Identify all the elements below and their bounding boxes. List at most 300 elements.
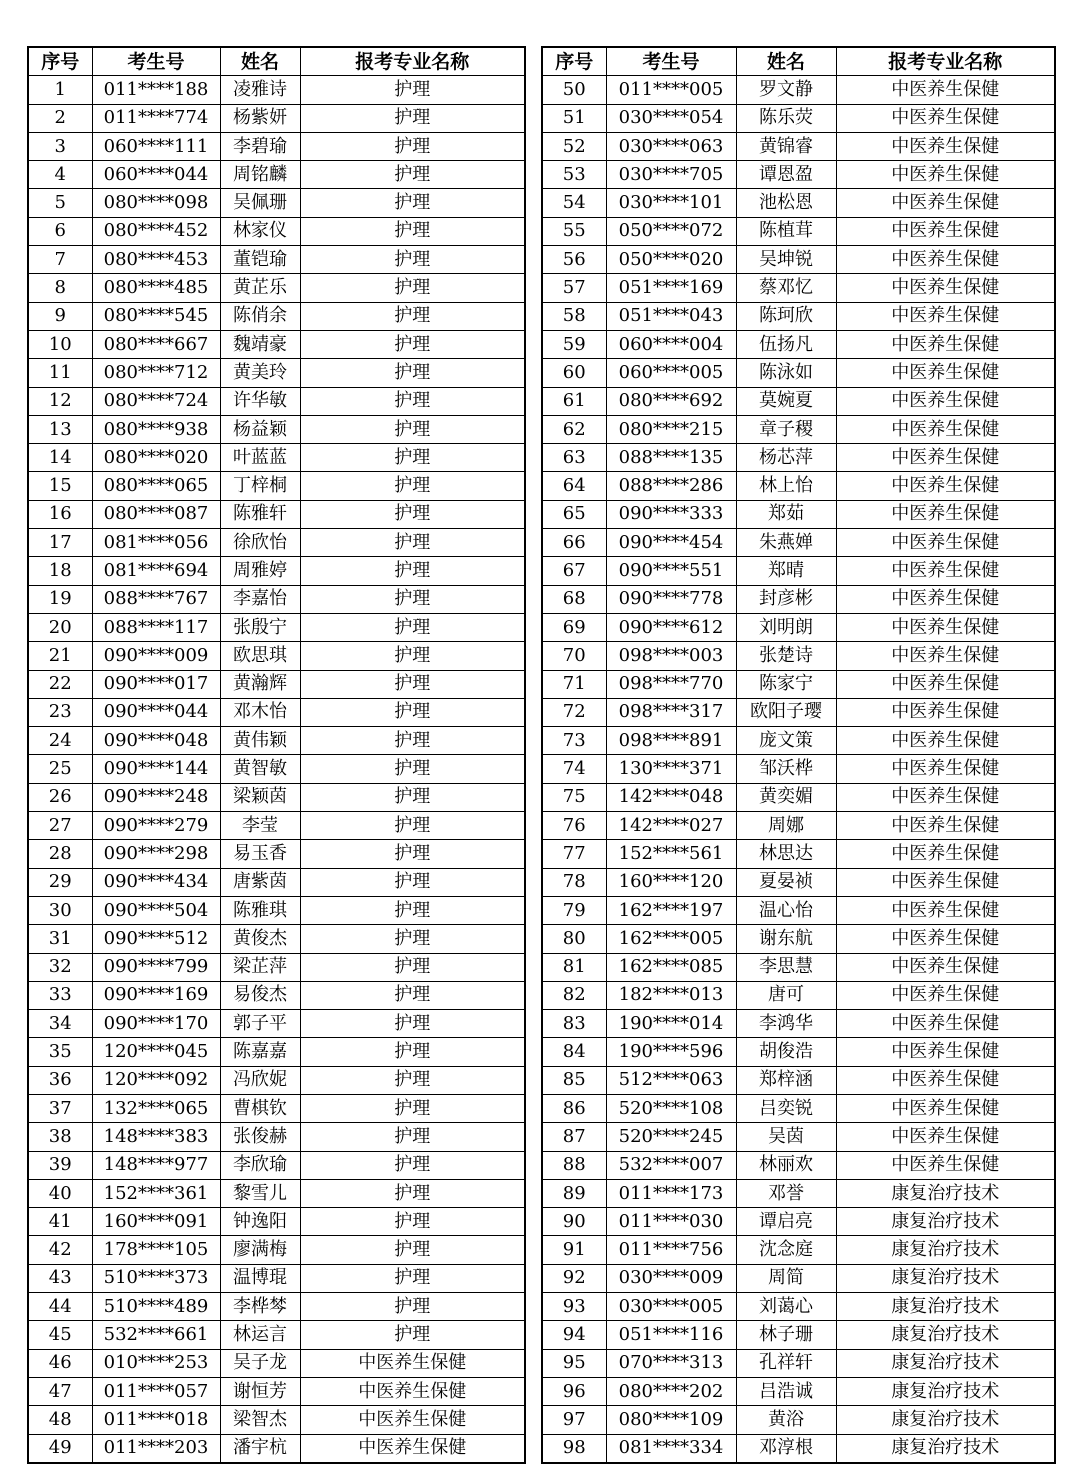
cell-name: 李欣瑜 — [220, 1151, 300, 1179]
cell-exam-no: 142****027 — [606, 812, 736, 840]
cell-major: 康复治疗技术 — [836, 1377, 1055, 1405]
cell-seq: 92 — [542, 1264, 606, 1292]
cell-seq: 58 — [542, 302, 606, 330]
cell-name: 吴茵 — [736, 1123, 836, 1151]
cell-seq: 33 — [28, 981, 92, 1009]
table-row — [542, 557, 1055, 585]
cell-major: 护理 — [300, 1208, 525, 1236]
cell-major: 中医养生保健 — [836, 302, 1055, 330]
cell-major: 中医养生保健 — [300, 1377, 525, 1405]
cell-exam-no: 011****173 — [606, 1179, 736, 1207]
cell-name: 吕浩诚 — [736, 1377, 836, 1405]
table-row — [28, 896, 525, 924]
cell-name: 黄奕媚 — [736, 783, 836, 811]
table-row — [28, 302, 525, 330]
cell-exam-no: 011****030 — [606, 1208, 736, 1236]
cell-seq: 44 — [28, 1293, 92, 1321]
cell-seq: 43 — [28, 1264, 92, 1292]
cell-seq: 52 — [542, 132, 606, 160]
table-row — [542, 812, 1055, 840]
cell-seq: 19 — [28, 585, 92, 613]
cell-major: 护理 — [300, 104, 525, 132]
cell-seq: 45 — [28, 1321, 92, 1349]
cell-major: 中医养生保健 — [836, 1094, 1055, 1122]
cell-seq: 73 — [542, 727, 606, 755]
cell-major: 中医养生保健 — [836, 783, 1055, 811]
cell-name: 周雅婷 — [220, 557, 300, 585]
table-row — [28, 472, 525, 500]
cell-exam-no: 080****087 — [92, 500, 220, 528]
cell-major: 护理 — [300, 642, 525, 670]
cell-major: 护理 — [300, 953, 525, 981]
cell-seq: 2 — [28, 104, 92, 132]
table-row — [542, 1010, 1055, 1038]
cell-seq: 36 — [28, 1066, 92, 1094]
table-row — [542, 1208, 1055, 1236]
cell-seq: 90 — [542, 1208, 606, 1236]
table-row — [542, 1264, 1055, 1292]
table-row — [542, 1406, 1055, 1434]
cell-name: 欧思琪 — [220, 642, 300, 670]
cell-seq: 7 — [28, 246, 92, 274]
cell-exam-no: 011****057 — [92, 1377, 220, 1405]
cell-name: 孔祥轩 — [736, 1349, 836, 1377]
cell-exam-no: 081****334 — [606, 1434, 736, 1463]
cell-major: 护理 — [300, 585, 525, 613]
table-row — [28, 1123, 525, 1151]
cell-exam-no: 090****799 — [92, 953, 220, 981]
cell-name: 李碧瑜 — [220, 132, 300, 160]
cell-major: 护理 — [300, 670, 525, 698]
cell-exam-no: 060****111 — [92, 132, 220, 160]
table-row — [28, 415, 525, 443]
table-row — [28, 217, 525, 245]
cell-major: 护理 — [300, 840, 525, 868]
table-row — [542, 529, 1055, 557]
table-row — [28, 981, 525, 1009]
table-row — [542, 104, 1055, 132]
cell-exam-no: 080****692 — [606, 387, 736, 415]
table-row — [542, 896, 1055, 924]
cell-exam-no: 510****489 — [92, 1293, 220, 1321]
cell-major: 护理 — [300, 698, 525, 726]
cell-seq: 93 — [542, 1293, 606, 1321]
cell-name: 谭启亮 — [736, 1208, 836, 1236]
cell-name: 黄芷乐 — [220, 274, 300, 302]
cell-exam-no: 080****938 — [92, 415, 220, 443]
cell-name: 夏晏祯 — [736, 868, 836, 896]
table-row — [28, 246, 525, 274]
cell-seq: 29 — [28, 868, 92, 896]
cell-major: 护理 — [300, 981, 525, 1009]
cell-exam-no: 090****048 — [92, 727, 220, 755]
table-row — [28, 1066, 525, 1094]
cell-exam-no: 080****712 — [92, 359, 220, 387]
cell-seq: 37 — [28, 1094, 92, 1122]
table-row — [542, 670, 1055, 698]
cell-seq: 49 — [28, 1434, 92, 1463]
cell-name: 伍扬凡 — [736, 330, 836, 358]
cell-exam-no: 088****117 — [92, 613, 220, 641]
cell-name: 杨紫妍 — [220, 104, 300, 132]
cell-seq: 8 — [28, 274, 92, 302]
cell-name: 唐可 — [736, 981, 836, 1009]
table-row — [28, 1264, 525, 1292]
cell-name: 谢恒芳 — [220, 1377, 300, 1405]
cell-seq: 12 — [28, 387, 92, 415]
cell-major: 护理 — [300, 472, 525, 500]
cell-exam-no: 090****044 — [92, 698, 220, 726]
table-row — [28, 500, 525, 528]
cell-major: 康复治疗技术 — [836, 1264, 1055, 1292]
cell-seq: 3 — [28, 132, 92, 160]
table-row — [542, 415, 1055, 443]
cell-exam-no: 030****005 — [606, 1293, 736, 1321]
cell-exam-no: 051****043 — [606, 302, 736, 330]
cell-major: 中医养生保健 — [836, 642, 1055, 670]
cell-exam-no: 010****253 — [92, 1349, 220, 1377]
cell-seq: 59 — [542, 330, 606, 358]
cell-seq: 63 — [542, 444, 606, 472]
table-row — [542, 302, 1055, 330]
cell-exam-no: 088****135 — [606, 444, 736, 472]
cell-seq: 39 — [28, 1151, 92, 1179]
cell-major: 康复治疗技术 — [836, 1208, 1055, 1236]
table-row — [28, 585, 525, 613]
cell-exam-no: 030****063 — [606, 132, 736, 160]
cell-exam-no: 090****298 — [92, 840, 220, 868]
header-major: 报考专业名称 — [836, 47, 1055, 76]
header-seq: 序号 — [542, 47, 606, 76]
cell-seq: 17 — [28, 529, 92, 557]
cell-name: 郑梓涵 — [736, 1066, 836, 1094]
cell-seq: 85 — [542, 1066, 606, 1094]
cell-name: 欧阳子璎 — [736, 698, 836, 726]
cell-name: 凌雅诗 — [220, 76, 300, 104]
table-row — [542, 585, 1055, 613]
cell-exam-no: 162****085 — [606, 953, 736, 981]
cell-major: 中医养生保健 — [836, 613, 1055, 641]
cell-name: 曹棋钦 — [220, 1094, 300, 1122]
cell-name: 叶蓝蓝 — [220, 444, 300, 472]
cell-name: 沈念庭 — [736, 1236, 836, 1264]
cell-major: 中医养生保健 — [836, 1066, 1055, 1094]
table-row — [542, 868, 1055, 896]
cell-exam-no: 090****512 — [92, 925, 220, 953]
cell-seq: 9 — [28, 302, 92, 330]
cell-seq: 60 — [542, 359, 606, 387]
cell-seq: 13 — [28, 415, 92, 443]
cell-seq: 80 — [542, 925, 606, 953]
cell-exam-no: 142****048 — [606, 783, 736, 811]
table-row — [542, 1066, 1055, 1094]
table-row — [28, 274, 525, 302]
table-row — [28, 1151, 525, 1179]
cell-name: 林子珊 — [736, 1321, 836, 1349]
cell-exam-no: 162****197 — [606, 896, 736, 924]
table-row — [542, 1179, 1055, 1207]
cell-exam-no: 532****661 — [92, 1321, 220, 1349]
table-row — [542, 274, 1055, 302]
cell-major: 护理 — [300, 783, 525, 811]
cell-exam-no: 520****245 — [606, 1123, 736, 1151]
table-row — [28, 330, 525, 358]
cell-name: 潘宇杭 — [220, 1434, 300, 1463]
cell-exam-no: 080****020 — [92, 444, 220, 472]
table-row — [28, 783, 525, 811]
cell-seq: 51 — [542, 104, 606, 132]
cell-seq: 91 — [542, 1236, 606, 1264]
cell-exam-no: 160****120 — [606, 868, 736, 896]
cell-name: 魏靖豪 — [220, 330, 300, 358]
cell-major: 中医养生保健 — [836, 189, 1055, 217]
cell-major: 护理 — [300, 274, 525, 302]
cell-exam-no: 090****279 — [92, 812, 220, 840]
cell-seq: 22 — [28, 670, 92, 698]
cell-name: 谢东航 — [736, 925, 836, 953]
cell-major: 护理 — [300, 76, 525, 104]
cell-exam-no: 090****009 — [92, 642, 220, 670]
table-row — [542, 189, 1055, 217]
cell-seq: 32 — [28, 953, 92, 981]
cell-name: 周铭麟 — [220, 161, 300, 189]
cell-exam-no: 080****065 — [92, 472, 220, 500]
table-row — [542, 387, 1055, 415]
cell-major: 护理 — [300, 613, 525, 641]
cell-exam-no: 098****003 — [606, 642, 736, 670]
header-name: 姓名 — [220, 47, 300, 76]
cell-major: 中医养生保健 — [836, 727, 1055, 755]
cell-name: 陈家宁 — [736, 670, 836, 698]
cell-name: 梁颖茵 — [220, 783, 300, 811]
cell-major: 护理 — [300, 189, 525, 217]
cell-major: 中医养生保健 — [836, 1123, 1055, 1151]
cell-name: 郭子平 — [220, 1010, 300, 1038]
table-row — [542, 1094, 1055, 1122]
table-row — [28, 557, 525, 585]
cell-major: 中医养生保健 — [836, 132, 1055, 160]
header-major: 报考专业名称 — [300, 47, 525, 76]
cell-seq: 31 — [28, 925, 92, 953]
cell-major: 中医养生保健 — [836, 444, 1055, 472]
cell-major: 中医养生保健 — [836, 840, 1055, 868]
cell-seq: 26 — [28, 783, 92, 811]
table-row — [542, 727, 1055, 755]
cell-name: 黄智敏 — [220, 755, 300, 783]
cell-seq: 46 — [28, 1349, 92, 1377]
table-row — [542, 500, 1055, 528]
table-row — [28, 76, 525, 104]
cell-name: 邓木怡 — [220, 698, 300, 726]
cell-seq: 40 — [28, 1179, 92, 1207]
cell-exam-no: 050****020 — [606, 246, 736, 274]
cell-exam-no: 190****596 — [606, 1038, 736, 1066]
cell-major: 护理 — [300, 415, 525, 443]
cell-seq: 4 — [28, 161, 92, 189]
cell-seq: 97 — [542, 1406, 606, 1434]
cell-seq: 24 — [28, 727, 92, 755]
cell-major: 护理 — [300, 1264, 525, 1292]
table-row — [28, 670, 525, 698]
cell-seq: 14 — [28, 444, 92, 472]
cell-exam-no: 081****694 — [92, 557, 220, 585]
cell-name: 陈植茸 — [736, 217, 836, 245]
table-row — [28, 104, 525, 132]
cell-exam-no: 098****770 — [606, 670, 736, 698]
table-row — [542, 1293, 1055, 1321]
cell-exam-no: 030****054 — [606, 104, 736, 132]
cell-exam-no: 011****188 — [92, 76, 220, 104]
cell-major: 中医养生保健 — [836, 472, 1055, 500]
cell-exam-no: 132****065 — [92, 1094, 220, 1122]
cell-major: 护理 — [300, 557, 525, 585]
table-row — [28, 1406, 525, 1434]
cell-exam-no: 098****317 — [606, 698, 736, 726]
table-row — [28, 132, 525, 160]
cell-exam-no: 090****551 — [606, 557, 736, 585]
cell-exam-no: 090****504 — [92, 896, 220, 924]
cell-name: 庞文策 — [736, 727, 836, 755]
cell-major: 护理 — [300, 868, 525, 896]
table-row — [542, 755, 1055, 783]
cell-seq: 87 — [542, 1123, 606, 1151]
cell-exam-no: 080****724 — [92, 387, 220, 415]
cell-exam-no: 080****667 — [92, 330, 220, 358]
cell-exam-no: 152****561 — [606, 840, 736, 868]
table-row — [28, 529, 525, 557]
cell-major: 中医养生保健 — [836, 217, 1055, 245]
table-row — [542, 925, 1055, 953]
cell-major: 护理 — [300, 217, 525, 245]
cell-major: 中医养生保健 — [300, 1406, 525, 1434]
cell-exam-no: 190****014 — [606, 1010, 736, 1038]
cell-major: 中医养生保健 — [300, 1349, 525, 1377]
cell-major: 中医养生保健 — [836, 981, 1055, 1009]
cell-seq: 65 — [542, 500, 606, 528]
cell-seq: 53 — [542, 161, 606, 189]
cell-exam-no: 088****767 — [92, 585, 220, 613]
cell-exam-no: 148****383 — [92, 1123, 220, 1151]
cell-name: 邹沃桦 — [736, 755, 836, 783]
cell-seq: 79 — [542, 896, 606, 924]
cell-exam-no: 182****013 — [606, 981, 736, 1009]
table-row — [28, 1434, 525, 1463]
cell-seq: 28 — [28, 840, 92, 868]
cell-major: 护理 — [300, 1066, 525, 1094]
cell-name: 朱燕婵 — [736, 529, 836, 557]
cell-exam-no: 080****452 — [92, 217, 220, 245]
cell-exam-no: 090****612 — [606, 613, 736, 641]
cell-major: 中医养生保健 — [836, 104, 1055, 132]
cell-name: 林思达 — [736, 840, 836, 868]
table-row — [28, 727, 525, 755]
cell-exam-no: 080****215 — [606, 415, 736, 443]
cell-name: 李桦棽 — [220, 1293, 300, 1321]
cell-seq: 42 — [28, 1236, 92, 1264]
cell-major: 护理 — [300, 896, 525, 924]
table-row — [542, 981, 1055, 1009]
cell-major: 护理 — [300, 1123, 525, 1151]
cell-exam-no: 120****045 — [92, 1038, 220, 1066]
cell-name: 徐欣怡 — [220, 529, 300, 557]
cell-major: 护理 — [300, 925, 525, 953]
table-row — [28, 1349, 525, 1377]
table-row — [542, 217, 1055, 245]
cell-exam-no: 080****098 — [92, 189, 220, 217]
cell-name: 章子稷 — [736, 415, 836, 443]
cell-name: 谭恩盈 — [736, 161, 836, 189]
cell-name: 莫婉夏 — [736, 387, 836, 415]
cell-major: 护理 — [300, 1010, 525, 1038]
cell-major: 康复治疗技术 — [836, 1321, 1055, 1349]
cell-name: 冯欣妮 — [220, 1066, 300, 1094]
cell-major: 护理 — [300, 1151, 525, 1179]
cell-exam-no: 030****101 — [606, 189, 736, 217]
cell-exam-no: 532****007 — [606, 1151, 736, 1179]
cell-major: 中医养生保健 — [836, 868, 1055, 896]
cell-seq: 95 — [542, 1349, 606, 1377]
cell-seq: 15 — [28, 472, 92, 500]
cell-major: 护理 — [300, 1038, 525, 1066]
cell-name: 罗文静 — [736, 76, 836, 104]
cell-major: 康复治疗技术 — [836, 1179, 1055, 1207]
cell-seq: 47 — [28, 1377, 92, 1405]
cell-seq: 11 — [28, 359, 92, 387]
table-row — [28, 359, 525, 387]
table-row — [542, 330, 1055, 358]
cell-major: 中医养生保健 — [836, 529, 1055, 557]
table-row — [28, 1038, 525, 1066]
cell-name: 刘明朗 — [736, 613, 836, 641]
cell-seq: 88 — [542, 1151, 606, 1179]
cell-seq: 61 — [542, 387, 606, 415]
cell-exam-no: 030****009 — [606, 1264, 736, 1292]
table-row — [28, 1094, 525, 1122]
cell-exam-no: 060****005 — [606, 359, 736, 387]
cell-name: 梁智杰 — [220, 1406, 300, 1434]
cell-seq: 56 — [542, 246, 606, 274]
cell-seq: 21 — [28, 642, 92, 670]
cell-major: 中医养生保健 — [836, 557, 1055, 585]
cell-name: 黄美玲 — [220, 359, 300, 387]
cell-major: 中医养生保健 — [836, 76, 1055, 104]
cell-exam-no: 080****202 — [606, 1377, 736, 1405]
cell-major: 中医养生保健 — [836, 500, 1055, 528]
cell-name: 陈雅轩 — [220, 500, 300, 528]
cell-name: 张俊赫 — [220, 1123, 300, 1151]
cell-exam-no: 088****286 — [606, 472, 736, 500]
cell-name: 池松恩 — [736, 189, 836, 217]
cell-name: 唐紫茵 — [220, 868, 300, 896]
cell-exam-no: 011****005 — [606, 76, 736, 104]
table-row — [542, 76, 1055, 104]
table-row — [542, 1349, 1055, 1377]
cell-name: 陈俏余 — [220, 302, 300, 330]
cell-name: 黄浴 — [736, 1406, 836, 1434]
cell-name: 董铠瑜 — [220, 246, 300, 274]
cell-exam-no: 090****248 — [92, 783, 220, 811]
table-row — [542, 1236, 1055, 1264]
header-seq: 序号 — [28, 47, 92, 76]
table-row — [542, 783, 1055, 811]
table-row — [28, 812, 525, 840]
cell-name: 钟逸阳 — [220, 1208, 300, 1236]
table-row — [28, 387, 525, 415]
cell-seq: 71 — [542, 670, 606, 698]
table-row — [28, 1377, 525, 1405]
cell-name: 丁梓桐 — [220, 472, 300, 500]
cell-major: 中医养生保健 — [836, 415, 1055, 443]
